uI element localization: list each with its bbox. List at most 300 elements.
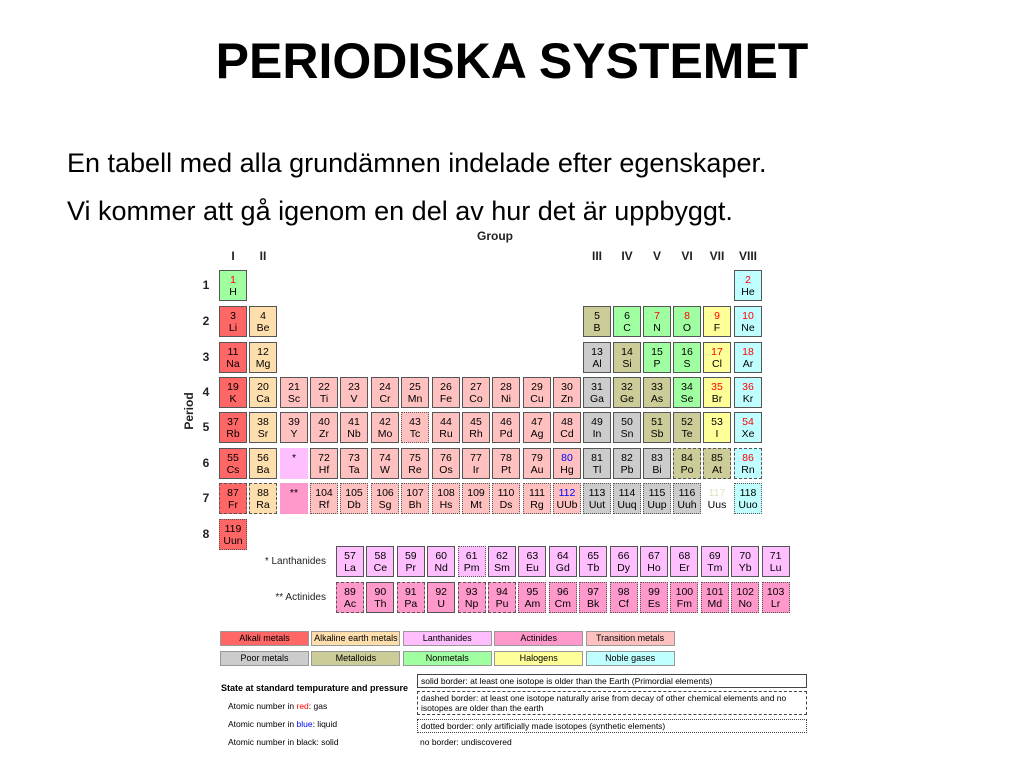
element-cell (523, 483, 551, 514)
atomic-number: 55 (227, 452, 239, 464)
atomic-number: 82 (621, 452, 633, 464)
element-symbol: Hf (318, 464, 330, 476)
atomic-number: 1 (230, 274, 236, 286)
atomic-number: 92 (435, 586, 448, 598)
element-symbol: UUb (556, 499, 578, 511)
element-cell (432, 483, 460, 514)
element-symbol: Sr (257, 428, 269, 440)
element-cell (371, 377, 399, 408)
element-cell (583, 483, 611, 514)
element-cell (673, 377, 701, 408)
element-cell (219, 519, 247, 550)
atomic-number: 105 (345, 487, 363, 499)
element-symbol: Sc (287, 393, 301, 405)
element-cell (488, 546, 516, 577)
element-symbol: S (683, 358, 691, 370)
atomic-number: 87 (227, 487, 239, 499)
atomic-number: 101 (706, 586, 724, 598)
element-cell (336, 582, 364, 613)
element-symbol: Mn (407, 393, 423, 405)
element-symbol: I (715, 428, 719, 440)
element-symbol: Cd (560, 428, 574, 440)
atomic-number: 27 (470, 381, 482, 393)
atomic-number: 70 (739, 550, 752, 562)
element-cell (583, 448, 611, 479)
element-symbol: Bh (408, 499, 422, 511)
element-cell (219, 483, 247, 514)
element-symbol: Uun (223, 535, 243, 547)
legend-noble: Noble gases (586, 651, 675, 666)
element-cell (462, 483, 490, 514)
element-symbol: Pt (501, 464, 511, 476)
group-label: V (652, 249, 661, 263)
atomic-number: 62 (496, 550, 508, 562)
element-symbol: Au (530, 464, 544, 476)
element-cell (401, 377, 429, 408)
element-symbol: No (738, 598, 752, 610)
atomic-number: 97 (587, 586, 600, 598)
lanthanides-label: * Lanthanides (264, 556, 326, 567)
element-cell (371, 448, 399, 479)
border-none-note: no border: undiscovered (420, 737, 512, 747)
atomic-number: 90 (374, 586, 387, 598)
element-symbol: Sm (494, 562, 510, 574)
element-symbol: Zr (319, 428, 329, 440)
legend-metalloid: Metalloids (311, 651, 400, 666)
element-symbol: Bi (652, 464, 662, 476)
element-symbol: Ga (589, 393, 604, 405)
element-cell (371, 483, 399, 514)
group-label: IV (621, 249, 633, 263)
element-cell (613, 306, 641, 337)
atomic-number: 68 (678, 550, 691, 562)
element-symbol: F (713, 322, 721, 334)
element-cell (553, 448, 581, 479)
legend-poor: Poor metals (220, 651, 309, 666)
element-symbol: Rf (318, 499, 330, 511)
period-heading: Period (182, 392, 196, 430)
period-label: 4 (202, 385, 210, 399)
element-symbol: Uup (647, 499, 667, 511)
element-cell (518, 546, 546, 577)
atomic-number: 99 (648, 586, 660, 598)
atomic-number: 28 (500, 381, 512, 393)
atomic-number: 10 (742, 310, 754, 322)
atomic-number: 11 (227, 346, 239, 358)
element-cell (310, 377, 338, 408)
atomic-number: 114 (618, 487, 636, 499)
atomic-number: 48 (561, 416, 573, 428)
period-label: 3 (202, 350, 210, 364)
element-symbol: Db (347, 499, 361, 511)
atomic-number: 115 (648, 487, 666, 499)
element-symbol: Nd (434, 562, 448, 574)
group-label: VIII (738, 249, 757, 263)
period-label: 1 (202, 278, 210, 292)
element-cell (583, 342, 611, 373)
period-label: 6 (202, 456, 210, 470)
element-symbol: Tb (587, 562, 600, 574)
group-label: II (259, 249, 267, 263)
element-symbol: Tc (409, 428, 421, 440)
element-cell (643, 306, 671, 337)
atomic-number: 116 (678, 487, 696, 499)
state-gas-note: Atomic number in red: gas (228, 701, 328, 711)
element-symbol: Re (408, 464, 422, 476)
atomic-number: 118 (739, 487, 757, 499)
atomic-number: 6 (624, 310, 630, 322)
atomic-number: 57 (344, 550, 356, 562)
element-cell (701, 582, 729, 613)
element-symbol: Ds (499, 499, 513, 511)
element-cell (670, 546, 698, 577)
element-cell (310, 412, 338, 443)
atomic-number: 36 (742, 381, 754, 393)
element-symbol: Ba (256, 464, 270, 476)
legend-transition: Transition metals (586, 631, 675, 646)
element-symbol: Md (707, 598, 723, 610)
element-symbol: Es (647, 598, 661, 610)
element-cell (492, 412, 520, 443)
element-symbol: Cf (618, 598, 629, 610)
element-cell (310, 483, 338, 514)
element-cell (613, 342, 641, 373)
atomic-number: 49 (591, 416, 603, 428)
element-cell (613, 483, 641, 514)
element-symbol: Hs (439, 499, 453, 511)
element-symbol: Zn (560, 393, 574, 405)
period-label: 5 (202, 420, 210, 434)
element-symbol: Na (226, 358, 240, 370)
element-symbol: Ar (742, 358, 754, 370)
atomic-number: 106 (376, 487, 394, 499)
element-cell (734, 270, 762, 301)
element-symbol: Bk (587, 598, 600, 610)
element-cell (219, 377, 247, 408)
atomic-number: 13 (591, 346, 603, 358)
atomic-number: 39 (288, 416, 300, 428)
element-cell (249, 377, 277, 408)
element-symbol: Ac (343, 598, 357, 610)
state-solid-note: Atomic number in black: solid (228, 737, 339, 747)
atomic-number: 67 (648, 550, 660, 562)
element-symbol: Hg (560, 464, 574, 476)
body-line-2: Vi kommer att gå igenom en del av hur det är uppbyggt. (67, 196, 733, 226)
element-cell (673, 448, 701, 479)
element-symbol: U (437, 598, 445, 610)
element-cell (703, 342, 731, 373)
element-cell (583, 412, 611, 443)
element-cell (643, 483, 671, 514)
element-cell (670, 582, 698, 613)
atomic-number: 16 (681, 346, 693, 358)
element-symbol: Rb (226, 428, 240, 440)
atomic-number: 58 (374, 550, 387, 562)
atomic-number: 91 (404, 586, 417, 598)
element-cell (703, 483, 731, 514)
element-symbol: Al (592, 358, 602, 370)
atomic-number: 18 (742, 346, 754, 358)
element-symbol: Cr (379, 393, 391, 405)
element-cell (432, 448, 460, 479)
atomic-number: 33 (651, 381, 663, 393)
element-cell (397, 582, 425, 613)
atomic-number: 2 (745, 274, 751, 286)
atomic-number: 75 (409, 452, 421, 464)
element-cell (734, 483, 762, 514)
atomic-number: 109 (467, 487, 485, 499)
element-symbol: Ra (256, 499, 270, 511)
element-symbol: K (229, 393, 237, 405)
element-cell (366, 582, 394, 613)
element-symbol: Mo (377, 428, 393, 440)
atomic-number: 119 (224, 523, 242, 535)
atomic-number: 51 (651, 416, 663, 428)
element-symbol: La (344, 562, 356, 574)
atomic-number: 32 (621, 381, 633, 393)
element-symbol: Ne (741, 322, 755, 334)
element-symbol: Uuh (677, 499, 697, 511)
element-cell (219, 342, 247, 373)
atomic-number: 4 (260, 310, 266, 322)
atomic-number: 84 (681, 452, 693, 464)
element-cell (249, 306, 277, 337)
element-cell (492, 377, 520, 408)
element-cell (553, 412, 581, 443)
element-symbol: Lr (770, 598, 781, 610)
atomic-number: 12 (257, 346, 269, 358)
element-symbol: Po (680, 464, 694, 476)
element-cell (340, 483, 368, 514)
element-symbol: Rn (741, 464, 755, 476)
atomic-number: 103 (766, 586, 785, 598)
element-cell (703, 377, 731, 408)
atomic-number: 40 (318, 416, 330, 428)
element-symbol: Dy (617, 562, 631, 574)
element-symbol: Rg (530, 499, 544, 511)
element-symbol: Ho (647, 562, 661, 574)
element-symbol: Ta (348, 464, 360, 476)
element-symbol: Uuq (617, 499, 637, 511)
element-cell (734, 448, 762, 479)
element-cell (549, 546, 577, 577)
element-symbol: Cu (530, 393, 544, 405)
element-symbol: Te (681, 428, 693, 440)
element-symbol: C (623, 322, 631, 334)
legend-alkali: Alkali metals (220, 631, 309, 646)
element-cell (219, 270, 247, 301)
element-symbol: Li (228, 322, 238, 334)
element-symbol: Th (374, 598, 387, 610)
element-cell (673, 306, 701, 337)
element-cell (643, 412, 671, 443)
element-cell (613, 412, 641, 443)
atomic-number: 41 (348, 416, 360, 428)
actinides-label: ** Actinides (275, 592, 326, 603)
atomic-number: 100 (675, 586, 694, 598)
element-cell (462, 412, 490, 443)
element-symbol: Yb (738, 562, 752, 574)
element-symbol: Gd (555, 562, 570, 574)
element-cell (488, 582, 516, 613)
atomic-number: 102 (736, 586, 754, 598)
element-cell (310, 448, 338, 479)
element-symbol: B (593, 322, 601, 334)
element-cell (492, 448, 520, 479)
element-symbol: Ti (319, 393, 329, 405)
element-cell (427, 582, 455, 613)
atomic-number: 73 (348, 452, 360, 464)
element-cell (336, 546, 364, 577)
element-cell (583, 306, 611, 337)
atomic-number: 23 (348, 381, 360, 393)
element-symbol: Pb (620, 464, 634, 476)
element-cell (703, 448, 731, 479)
period-label: 2 (202, 314, 210, 328)
atomic-number: 52 (681, 416, 693, 428)
element-cell (734, 306, 762, 337)
atomic-number: 66 (617, 550, 630, 562)
element-symbol: Fm (676, 598, 692, 610)
border-dashed-note: dashed border: at least one isotope naturally arise from decay of other chemical elements and no isotopes are older than the earth (417, 691, 807, 715)
element-symbol: Pr (405, 562, 417, 574)
atomic-number: 72 (318, 452, 330, 464)
state-liquid-note: Atomic number in blue: liquid (228, 719, 338, 729)
element-cell (579, 582, 607, 613)
atomic-number: 94 (496, 586, 508, 598)
element-cell (427, 546, 455, 577)
group-label: III (591, 249, 602, 263)
atomic-number: 96 (556, 586, 569, 598)
state-legend-title: State at standard tempurature and pressure (221, 683, 409, 693)
element-symbol: Cm (554, 598, 571, 610)
atomic-number: 104 (315, 487, 333, 499)
element-symbol: Pm (463, 562, 480, 574)
atomic-number: 76 (440, 452, 452, 464)
element-cell (673, 483, 701, 514)
element-symbol: Ca (256, 393, 270, 405)
element-symbol: Ni (501, 393, 511, 405)
atomic-number: 22 (318, 381, 330, 393)
element-cell (643, 448, 671, 479)
legend-actinide: Actinides (494, 631, 583, 646)
element-cell (701, 546, 729, 577)
element-symbol: Rh (469, 428, 483, 440)
element-symbol: N (653, 322, 661, 334)
legend-alkaline: Alkaline earth metals (311, 631, 400, 646)
element-symbol: Uus (707, 499, 727, 511)
element-cell (401, 448, 429, 479)
atomic-number: 71 (769, 550, 782, 562)
atomic-number: 21 (288, 381, 300, 393)
element-cell (643, 377, 671, 408)
element-cell (523, 377, 551, 408)
atomic-number: 9 (714, 310, 720, 322)
element-cell (462, 448, 490, 479)
element-symbol: Nb (347, 428, 361, 440)
atomic-number: 15 (651, 346, 663, 358)
atomic-number: 95 (526, 586, 539, 598)
element-cell (613, 377, 641, 408)
element-cell (523, 412, 551, 443)
atomic-number: 53 (711, 416, 723, 428)
atomic-number: 25 (409, 381, 421, 393)
element-symbol: Se (680, 393, 694, 405)
element-cell (366, 546, 394, 577)
element-symbol: O (682, 322, 692, 334)
group-heading: Group (477, 229, 513, 243)
element-symbol: Pa (404, 598, 418, 610)
atomic-number: 43 (409, 416, 421, 428)
element-symbol: Cl (712, 358, 722, 370)
element-cell (492, 483, 520, 514)
atomic-number: 69 (708, 550, 721, 562)
atomic-number: 65 (587, 550, 600, 562)
period-label: 7 (202, 491, 210, 505)
element-cell (401, 483, 429, 514)
element-symbol: Uuo (738, 499, 758, 511)
element-symbol: Lu (769, 562, 782, 574)
legend-lanthanide: Lanthanides (403, 631, 492, 646)
element-cell (219, 412, 247, 443)
atomic-number: 79 (531, 452, 543, 464)
atomic-number: 56 (257, 452, 269, 464)
atomic-number: 93 (465, 586, 478, 598)
atomic-number: 35 (711, 381, 723, 393)
atomic-number: 47 (531, 416, 543, 428)
element-cell (583, 377, 611, 408)
element-cell (734, 412, 762, 443)
atomic-number: 54 (742, 416, 754, 428)
element-cell (401, 412, 429, 443)
atomic-number: 83 (651, 452, 663, 464)
element-symbol: As (650, 393, 664, 405)
element-symbol: Pu (495, 598, 509, 610)
element-cell (762, 546, 790, 577)
group-label: VII (709, 249, 725, 263)
element-symbol: Os (439, 464, 453, 476)
element-cell (549, 582, 577, 613)
atomic-number: 110 (497, 487, 515, 499)
element-symbol: W (380, 464, 390, 476)
element-cell (280, 377, 308, 408)
element-cell (340, 377, 368, 408)
border-solid-note: solid border: at least one isotope is older than the Earth (Primordial elements) (417, 674, 807, 688)
atomic-number: 117 (708, 487, 726, 499)
element-cell (397, 546, 425, 577)
element-cell (640, 546, 668, 577)
element-cell (340, 448, 368, 479)
element-symbol: P (653, 358, 661, 370)
series-placeholder-cell: ** (280, 483, 308, 514)
element-symbol: In (592, 428, 602, 440)
element-cell (432, 412, 460, 443)
atomic-number: 108 (437, 487, 455, 499)
border-dotted-note: dotted border: only artificially made isotopes (synthetic elements) (417, 719, 807, 733)
legend-nonmetal: Nonmetals (403, 651, 492, 666)
element-cell (734, 377, 762, 408)
atomic-number: 86 (742, 452, 754, 464)
element-cell (458, 546, 486, 577)
element-symbol: Er (679, 562, 690, 574)
element-symbol: At (712, 464, 722, 476)
atomic-number: 44 (440, 416, 452, 428)
element-symbol: H (229, 286, 237, 298)
atomic-number: 5 (594, 310, 600, 322)
atomic-number: 8 (684, 310, 690, 322)
atomic-number: 98 (617, 586, 630, 598)
element-cell (432, 377, 460, 408)
